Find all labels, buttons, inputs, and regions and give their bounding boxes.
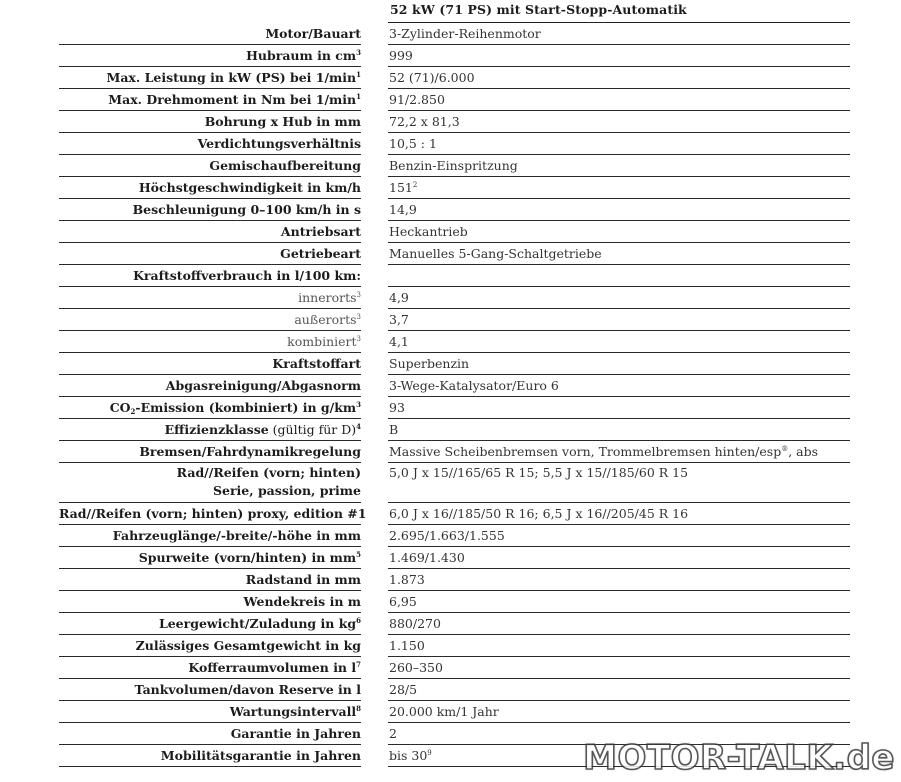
row-label-part: Fahrzeuglänge/-breite/-höhe in mm	[112, 528, 361, 543]
row-value-part: Manuelles 5-Gang-Schaltgetriebe	[389, 246, 602, 261]
row-label-part: Effizienzklasse	[164, 422, 269, 437]
row-label	[59, 353, 361, 375]
row-label-part: Tankvolumen/davon Reserve in l	[134, 682, 361, 697]
row-value	[388, 463, 850, 503]
table-row	[0, 331, 901, 353]
row-value-part: 1.873	[389, 572, 425, 587]
table-row	[0, 67, 901, 89]
row-label	[59, 525, 361, 547]
row-label-part: innerorts	[298, 290, 357, 305]
watermark: MOTOR-TALK.de	[583, 738, 895, 778]
row-label-part: Serie, passion, prime	[212, 483, 361, 498]
row-label-part: Garantie in Jahren	[230, 726, 361, 741]
row-label	[59, 591, 361, 613]
row-value-part: 3-Wege-Katalysator/Euro 6	[389, 378, 559, 393]
row-label	[59, 243, 361, 265]
table-row	[0, 701, 901, 723]
row-label	[59, 309, 361, 331]
row-label-part: 2	[130, 407, 136, 416]
row-label	[59, 23, 361, 45]
row-label	[59, 375, 361, 397]
row-value-part: 6,95	[389, 594, 417, 609]
row-value-part: 2.695/1.663/1.555	[389, 528, 505, 543]
table-row	[0, 419, 901, 441]
row-value-part: Massive Scheibenbremsen vorn, Trommelbremsen hinten/esp	[389, 444, 782, 459]
row-label-part: Antriebsart	[280, 224, 361, 239]
row-label-part: 5	[356, 550, 361, 559]
row-value-part: ®	[781, 445, 789, 453]
row-value	[388, 525, 850, 547]
row-label	[59, 657, 361, 679]
row-label-part: Kraftstoffverbrauch in l/100 km:	[133, 268, 361, 283]
row-label	[59, 547, 361, 569]
row-value-part: 52 (71)/6.000	[389, 70, 475, 85]
row-label	[59, 133, 361, 155]
row-value	[388, 155, 850, 177]
row-value	[388, 331, 850, 353]
row-value-part: 4,9	[389, 290, 409, 305]
table-row	[0, 111, 901, 133]
header-title: 52 kW (71 PS) mit Start-Stopp-Automatik	[390, 2, 687, 17]
row-label	[59, 635, 361, 657]
row-value	[388, 353, 850, 375]
row-value	[388, 441, 850, 463]
row-value-part: 1.150	[389, 638, 425, 653]
row-label-part: Wartungsintervall	[229, 704, 357, 719]
table-row	[0, 525, 901, 547]
row-value-part: 6,0 J x 16//185/50 R 16; 6,5 J x 16//205/45 R 16	[389, 506, 689, 521]
row-value	[388, 419, 850, 441]
row-label	[59, 419, 361, 441]
row-label-part: Kofferraumvolumen in l	[188, 660, 357, 675]
row-label-part: Getriebeart	[280, 246, 361, 261]
table-row	[0, 265, 901, 287]
row-value-part: 93	[389, 400, 405, 415]
row-label-part: Kraftstoffart	[272, 356, 361, 371]
row-label	[59, 177, 361, 199]
row-value	[388, 287, 850, 309]
table-row	[0, 199, 901, 221]
row-value	[388, 569, 850, 591]
row-value-part: 2	[389, 726, 397, 741]
row-label	[59, 613, 361, 635]
row-value-part: 5,0 J x 15//165/65 R 15; 5,5 J x 15//185/60 R 15	[389, 465, 689, 480]
row-value-part: 28/5	[389, 682, 418, 697]
row-label	[59, 67, 361, 89]
row-value-part: 20.000 km/1 Jahr	[389, 704, 499, 719]
row-value-part: B	[389, 422, 399, 437]
table-row	[0, 287, 901, 309]
table-row	[0, 679, 901, 701]
row-value-part: Benzin-Einspritzung	[389, 158, 518, 173]
table-row	[0, 45, 901, 67]
row-label	[59, 503, 367, 525]
row-value-part: , abs	[788, 444, 819, 459]
row-label-part: Gemischaufbereitung	[209, 158, 361, 173]
row-label	[59, 701, 361, 723]
row-label	[59, 265, 361, 287]
table-row	[0, 155, 901, 177]
row-value-part: 1.469/1.430	[389, 550, 465, 565]
row-label	[59, 89, 361, 111]
row-label-part: 3	[356, 335, 361, 343]
row-value	[388, 375, 850, 397]
row-label-part: Rad//Reifen (vorn; hinten) proxy, edition #1	[59, 506, 367, 521]
row-label-part: Wendekreis in m	[243, 594, 361, 609]
row-label-part: 3	[356, 313, 361, 321]
row-label	[59, 221, 361, 243]
table-row	[0, 635, 901, 657]
row-value-part: 4,1	[389, 334, 409, 349]
row-label-part: 7	[356, 660, 361, 669]
row-value	[388, 67, 850, 89]
row-label-part: Leergewicht/Zuladung in kg	[158, 616, 357, 631]
row-value-part: 10,5 : 1	[389, 136, 437, 151]
row-label-part: -Emission (kombiniert) in g/km	[135, 400, 357, 415]
row-value	[388, 397, 850, 419]
row-value	[388, 591, 850, 613]
row-value	[388, 679, 850, 701]
row-label-part: Verdichtungsverhältnis	[197, 136, 361, 151]
row-label-part: Mobilitätsgarantie in Jahren	[160, 748, 361, 763]
row-label	[59, 745, 361, 767]
row-label-part: 4	[356, 422, 361, 431]
row-label-part: 1	[356, 92, 361, 101]
row-value	[388, 111, 850, 133]
row-label-part: Radstand in mm	[245, 572, 361, 587]
row-label-part: Zulässiges Gesamtgewicht in kg	[135, 638, 361, 653]
table-row	[0, 591, 901, 613]
row-value	[388, 701, 850, 723]
row-value	[388, 503, 850, 525]
row-value	[388, 265, 850, 287]
table-row	[0, 569, 901, 591]
row-value	[388, 45, 850, 67]
table-row	[0, 243, 901, 265]
row-value-part: bis 30	[389, 748, 428, 763]
table-row	[0, 397, 901, 419]
table-row	[0, 353, 901, 375]
table-header	[388, 0, 850, 23]
row-label	[59, 569, 361, 591]
row-label	[59, 45, 361, 67]
row-value-part: 9	[427, 749, 432, 757]
row-label-part: Max. Leistung in kW (PS) bei 1/min	[106, 70, 357, 85]
table-row	[0, 23, 901, 45]
table-row	[0, 503, 901, 525]
row-value-part: 3,7	[389, 312, 409, 327]
row-label-part: 3	[356, 400, 361, 409]
row-label	[59, 441, 361, 463]
row-label-part: CO	[109, 400, 131, 415]
row-label	[59, 155, 361, 177]
row-label	[59, 287, 361, 309]
row-label	[59, 463, 361, 503]
row-label-part: 1	[356, 70, 361, 79]
row-value	[388, 657, 850, 679]
row-label	[59, 679, 361, 701]
table-row	[0, 547, 901, 569]
row-value-part: 260–350	[389, 660, 443, 675]
row-label	[59, 111, 361, 133]
row-label-part: 6	[356, 616, 361, 625]
table-row	[0, 463, 901, 503]
row-value	[388, 243, 850, 265]
row-value-part: 2	[412, 181, 418, 189]
row-label-part: Höchstgeschwindigkeit in km/h	[138, 180, 361, 195]
row-value-part: 91/2.850	[389, 92, 445, 107]
row-value	[388, 199, 850, 221]
row-label-part: 8	[356, 704, 361, 713]
row-value	[388, 177, 850, 199]
table-row	[0, 613, 901, 635]
row-value	[388, 23, 850, 45]
row-value-part: Superbenzin	[389, 356, 470, 371]
row-value	[388, 89, 850, 111]
table-row	[0, 89, 901, 111]
row-label	[59, 723, 361, 745]
table-row	[0, 177, 901, 199]
row-label-part: Abgasreinigung/Abgasnorm	[165, 378, 361, 393]
row-value	[388, 221, 850, 243]
row-value-part: 14,9	[389, 202, 417, 217]
table-row	[0, 441, 901, 463]
row-label-part: außerorts	[294, 312, 357, 327]
row-value	[388, 547, 850, 569]
row-value	[388, 133, 850, 155]
row-label-part: (gültig für D)	[268, 422, 357, 437]
row-value-part: 880/270	[389, 616, 441, 631]
table-row	[0, 309, 901, 331]
row-label-part: Rad//Reifen (vorn; hinten)	[176, 465, 361, 480]
table-row	[0, 375, 901, 397]
row-label-part: Beschleunigung 0–100 km/h in s	[132, 202, 361, 217]
row-value-part: Heckantrieb	[389, 224, 468, 239]
row-label-part: Max. Drehmoment in Nm bei 1/min	[108, 92, 357, 107]
row-label-part: 3	[356, 48, 361, 57]
row-label-part: Bohrung x Hub in mm	[204, 114, 361, 129]
row-value	[388, 309, 850, 331]
table-row	[0, 133, 901, 155]
table-row	[0, 221, 901, 243]
row-label	[59, 397, 361, 419]
row-label-part: Spurweite (vorn/hinten) in mm	[138, 550, 357, 565]
row-value-part: 72,2 x 81,3	[389, 114, 460, 129]
row-value-part: 3-Zylinder-Reihenmotor	[389, 26, 541, 41]
row-value	[388, 613, 850, 635]
row-label-part: Hubraum in cm	[246, 48, 357, 63]
row-value	[388, 635, 850, 657]
row-label-part: kombiniert	[287, 334, 357, 349]
row-label	[59, 199, 361, 221]
row-label-part: Motor/Bauart	[265, 26, 361, 41]
row-value-part: 151	[389, 180, 413, 195]
row-label-part: 3	[356, 291, 361, 299]
table-row	[0, 657, 901, 679]
row-label	[59, 331, 361, 353]
row-value-part: 999	[389, 48, 413, 63]
row-label-part: Bremsen/Fahrdynamikregelung	[139, 444, 361, 459]
